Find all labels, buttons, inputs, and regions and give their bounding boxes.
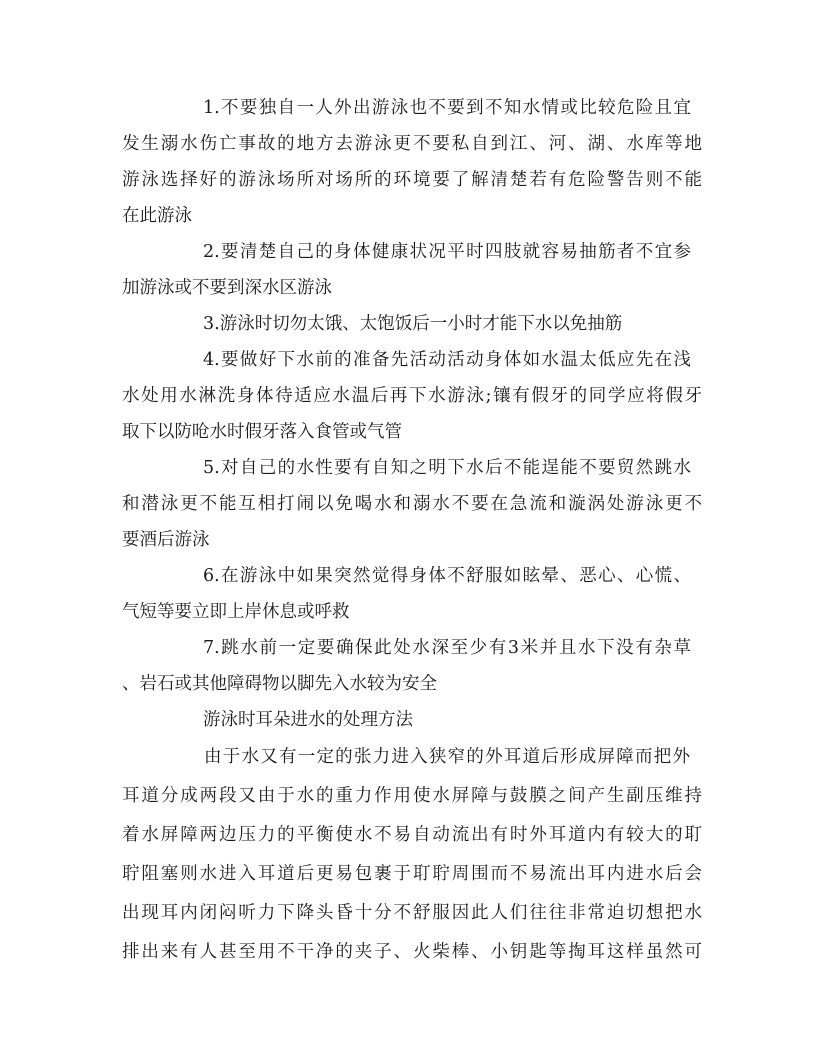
paragraph-2-line-2: 加游泳或不要到深水区游泳 (122, 278, 332, 298)
paragraph-8-line-2: 耳道分成两段又由于水的重力作用使水屏障与鼓膜之间产生副压维持 (122, 786, 702, 806)
section-heading: 游泳时耳朵进水的处理方法 (203, 710, 413, 730)
paragraph-1-line-4: 在此游泳 (122, 206, 192, 226)
paragraph-1-line-2: 发生溺水伤亡事故的地方去游泳更不要私自到江、河、湖、水库等地 (122, 134, 702, 154)
paragraph-8-line-1: 由于水又有一定的张力进入狭窄的外耳道后形成屏障而把外 (204, 747, 690, 767)
paragraph-5-line-1: 5.对自己的水性要有自知之明下水后不能逞能不要贸然跳水 (203, 458, 691, 478)
paragraph-2-line-1: 2.要清楚自己的身体健康状况平时四肢就容易抽筋者不宜参 (203, 242, 691, 262)
paragraph-7-line-1: 7.跳水前一定要确保此处水深至少有3米并且水下没有杂草 (203, 638, 691, 658)
paragraph-8-line-4: 聍阻塞则水进入耳道后更易包裹于耵聍周围而不易流出耳内进水后会 (122, 864, 702, 884)
paragraph-1-line-3: 游泳选择好的游泳场所对场所的环境要了解清楚若有危险警告则不能 (122, 170, 702, 190)
paragraph-7-line-2: 、岩石或其他障碍物以脚先入水较为安全 (122, 674, 437, 694)
paragraph-8-line-5: 出现耳内闭闷听力下降头昏十分不舒服因此人们往往非常迫切想把水 (122, 903, 702, 923)
paragraph-8-line-3: 着水屏障两边压力的平衡使水不易自动流出有时外耳道内有较大的耵 (122, 825, 702, 845)
paragraph-5-line-3: 要酒后游泳 (122, 530, 210, 550)
paragraph-4-line-1: 4.要做好下水前的准备先活动活动身体如水温太低应先在浅 (203, 350, 691, 370)
paragraph-4-line-3: 取下以防呛水时假牙落入食管或气管 (122, 422, 402, 442)
paragraph-3-line-1: 3.游泳时切勿太饿、太饱饭后一小时才能下水以免抽筋 (203, 314, 623, 334)
paragraph-8-line-6: 排出来有人甚至用不干净的夹子、火柴棒、小钥匙等掏耳这样虽然可 (122, 942, 702, 962)
paragraph-6-line-2: 气短等要立即上岸休息或呼救 (122, 602, 350, 622)
paragraph-4-line-2: 水处用水淋洗身体待适应水温后再下水游泳;镶有假牙的同学应将假牙 (122, 386, 702, 406)
paragraph-1-line-1: 1.不要独自一人外出游泳也不要到不知水情或比较危险且宜 (203, 98, 691, 118)
paragraph-6-line-1: 6.在游泳中如果突然觉得身体不舒服如眩晕、恶心、心慌、 (203, 566, 691, 586)
paragraph-5-line-2: 和潜泳更不能互相打闹以免喝水和溺水不要在急流和漩涡处游泳更不 (122, 494, 702, 514)
